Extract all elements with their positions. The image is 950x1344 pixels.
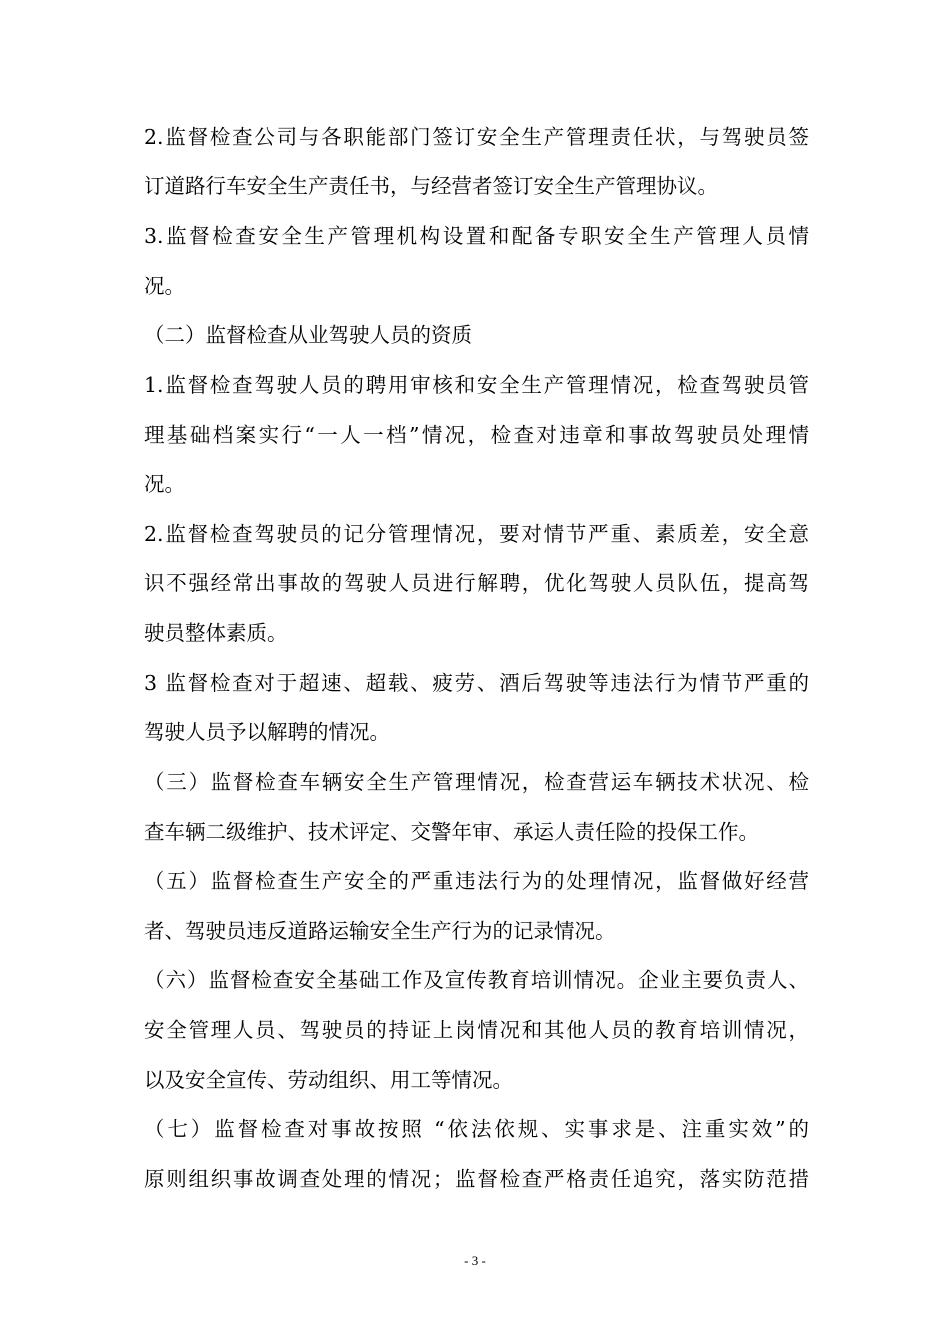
text-line: 者、驾驶员违反道路运输安全生产行为的记录情况。 — [144, 919, 616, 943]
text-line: 以及安全宣传、劳动组织、用工等情况。 — [144, 1068, 513, 1092]
page-number: - 3 - — [464, 1253, 486, 1268]
text-line: 原则组织事故调查处理的情况；监督检查严格责任追究，落实防范措 — [144, 1167, 809, 1191]
text-line: 驾驶人员予以解聘的情况。 — [144, 720, 390, 744]
text-line: 驶员整体素质。 — [144, 621, 288, 645]
text-line: （三）监督检查车辆安全生产管理情况，检查营运车辆技术状况、检 — [144, 770, 809, 794]
text-line: 况。 — [144, 274, 185, 298]
text-line: （六）监督检查安全基础工作及宣传教育培训情况。企业主要负责人、 — [144, 968, 809, 992]
text-line: 订道路行车安全生产责任书，与经营者签订安全生产管理协议。 — [144, 174, 718, 198]
text-line: 3 监督检查对于超速、超载、疲劳、酒后驾驶等违法行为情节严重的 — [144, 671, 809, 695]
section-heading: （二）监督检查从业驾驶人员的资质 — [144, 323, 472, 347]
text-line: 1.监督检查驾驶人员的聘用审核和安全生产管理情况，检查驾驶员管 — [144, 373, 809, 397]
text-line: 2.监督检查公司与各职能部门签订安全生产管理责任状，与驾驶员签 — [144, 125, 809, 149]
text-line: 况。 — [144, 472, 185, 496]
text-line: （五）监督检查生产安全的严重违法行为的处理情况，监督做好经营 — [144, 869, 809, 893]
text-line: 2.监督检查驾驶员的记分管理情况，要对情节严重、素质差，安全意 — [144, 522, 809, 546]
text-line: 理基础档案实行“一人一档”情况，检查对违章和事故驾驶员处理情 — [144, 423, 809, 447]
text-line: 安全管理人员、驾驶员的持证上岗情况和其他人员的教育培训情况， — [144, 1018, 809, 1042]
text-line: 识不强经常出事故的驾驶人员进行解聘，优化驾驶人员队伍，提高驾 — [144, 571, 809, 595]
text-line: 查车辆二级维护、技术评定、交警年审、承运人责任险的投保工作。 — [144, 820, 759, 844]
text-line: （七）监督检查对事故按照 “依法依规、实事求是、注重实效”的 — [144, 1117, 809, 1141]
text-line: 3.监督检查安全生产管理机构设置和配备专职安全生产管理人员情 — [144, 224, 809, 248]
